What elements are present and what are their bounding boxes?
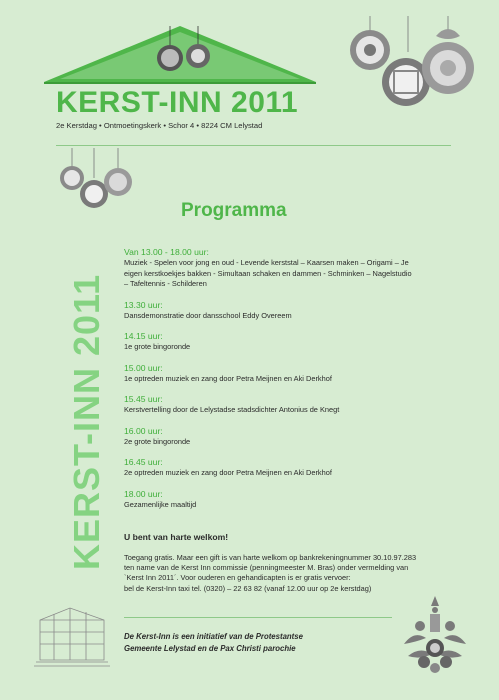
event-description: Dansdemonstratie door dansschool Eddy Overeem bbox=[124, 310, 292, 320]
info-line: ten name van de Kerst Inn commissie (penningmeester M. Bras) onder vermelding van bbox=[124, 563, 409, 573]
program-event bbox=[124, 246, 464, 290]
footer-line: Gemeente Lelystad en de Pax Christi parochie bbox=[124, 643, 296, 653]
program-event bbox=[124, 362, 464, 385]
roof-icon bbox=[40, 22, 320, 84]
event-time: 15.00 uur: bbox=[124, 362, 163, 373]
event-description: eigen kerstkoekjes bakken - Simultaan schaken en dammen - Schminken – Nagelstudio bbox=[124, 268, 412, 278]
event-description: 1e optreden muziek en zang door Petra Meijnen en Aki Derkhof bbox=[124, 373, 332, 383]
vertical-side-title: KERST-INN 2011 bbox=[66, 273, 107, 570]
divider bbox=[124, 617, 392, 618]
footer-line: De Kerst-Inn is een initiatief van de Protestantse bbox=[124, 632, 303, 641]
ornament-icon bbox=[348, 16, 478, 116]
program-schedule bbox=[124, 246, 464, 519]
christmas-wreath-icon bbox=[402, 596, 468, 674]
event-description: – Tafeltennis - Schilderen bbox=[124, 279, 207, 288]
event-time: 16.00 uur: bbox=[124, 425, 163, 436]
info-line: bel de Kerst-Inn taxi tel. (0320) – 22 63 82 (vanaf 12.00 uur op 2e kerstdag) bbox=[124, 583, 372, 593]
event-description: Gezamenlijke maaltijd bbox=[124, 499, 197, 509]
info-line: `Kerst Inn 2011´. Voor ouderen en gehandicapten is er gratis vervoer: bbox=[124, 573, 351, 583]
ornament-icon bbox=[58, 148, 138, 218]
divider bbox=[56, 145, 451, 146]
event-subtitle: 2e Kerstdag • Ontmoetingskerk • Schor 4 • 8224 CM Lelystad bbox=[56, 121, 263, 130]
event-description: Muziek - Spelen voor jong en oud - Levende kerststal – Kaarsen maken – Origami – Je bbox=[124, 258, 409, 267]
event-description: 1e grote bingoronde bbox=[124, 342, 191, 351]
info-line: Toegang gratis. Maar een gift is van harte welkom op bankrekeningnummer 30.10.97.283 bbox=[124, 553, 417, 562]
event-time: Van 13.00 - 18.00 uur: bbox=[124, 247, 209, 257]
program-heading: Programma bbox=[181, 200, 287, 221]
event-time: 14.15 uur: bbox=[124, 331, 163, 341]
footer-credit bbox=[124, 631, 384, 654]
program-event bbox=[124, 456, 464, 479]
program-event bbox=[124, 488, 464, 511]
info-paragraph bbox=[124, 553, 464, 594]
event-time: 18.00 uur: bbox=[124, 488, 163, 499]
program-event bbox=[124, 393, 464, 416]
church-building-icon bbox=[34, 598, 110, 668]
program-event bbox=[124, 425, 464, 448]
program-event bbox=[124, 330, 464, 353]
event-description: 2e optreden muziek en zang door Petra Meijnen en Aki Derkhof bbox=[124, 468, 332, 477]
event-time: 16.45 uur: bbox=[124, 457, 163, 467]
welcome-text: U bent van harte welkom! bbox=[124, 532, 229, 542]
event-time: 13.30 uur: bbox=[124, 299, 163, 310]
event-time: 15.45 uur: bbox=[124, 394, 163, 404]
event-description: Kerstvertelling door de Lelystadse stadsdichter Antonius de Knegt bbox=[124, 405, 340, 414]
event-title: KERST-INN 2011 bbox=[56, 86, 299, 119]
event-description: 2e grote bingoronde bbox=[124, 436, 191, 446]
program-event bbox=[124, 299, 464, 322]
